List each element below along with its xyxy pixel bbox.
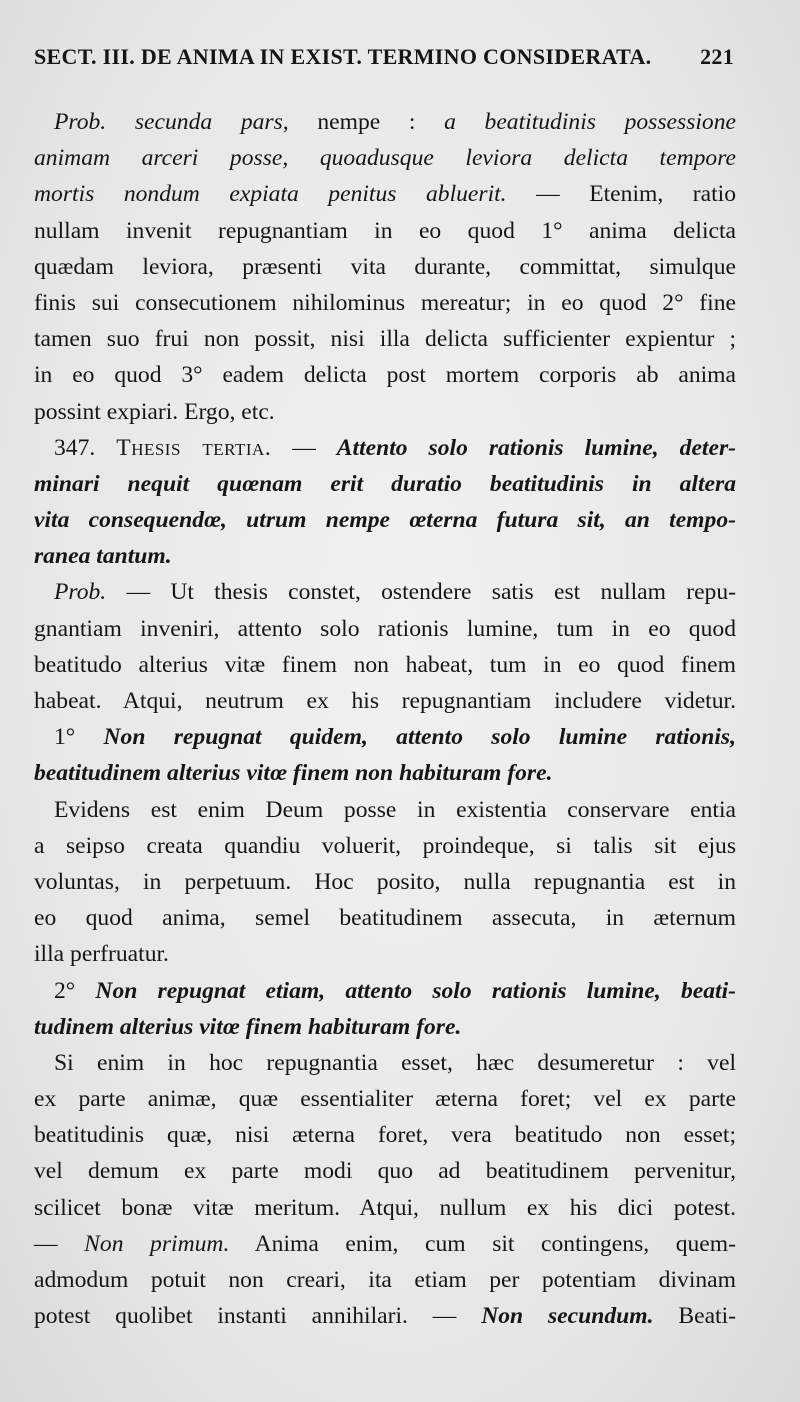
text-segment: Non primum. bbox=[84, 1230, 230, 1257]
text-segment: 1° bbox=[54, 724, 104, 751]
text-segment: Prob. bbox=[54, 579, 107, 606]
text-segment: tudinem alterius vitœ finem habituram fore. bbox=[34, 1013, 462, 1040]
text-line bbox=[34, 828, 736, 864]
text-segment: admodum potuit non creari, ita etiam per potentiam divinam bbox=[34, 1267, 736, 1293]
text-line bbox=[34, 1226, 736, 1262]
text-segment: Non repugnat etiam, attento solo rationis lumine, beati- bbox=[95, 977, 736, 1004]
page-number: 221 bbox=[700, 44, 734, 69]
body-text bbox=[34, 104, 736, 1334]
text-segment: animam arceri posse, quoadusque leviora delicta tempore bbox=[34, 145, 736, 172]
text-segment: mortis nondum expiata penitus abluerit. bbox=[34, 181, 507, 208]
text-line bbox=[34, 1262, 736, 1298]
text-segment: 347. bbox=[54, 434, 117, 461]
text-segment: vel demum ex parte modi quo ad beatitudinem pervenitur, bbox=[34, 1158, 736, 1185]
text-segment: beatitudo alterius vitæ finem non habeat, tum in eo quod finem bbox=[34, 651, 736, 678]
text-line bbox=[34, 1153, 736, 1189]
text-segment: beatitudinis quæ, nisi æterna foret, vera beatitudo non esset; bbox=[34, 1122, 736, 1149]
text-segment: — Etenim, ratio bbox=[506, 181, 736, 208]
text-segment: possint expiari. Ergo, etc. bbox=[34, 398, 275, 425]
text-line bbox=[34, 466, 736, 502]
text-segment: illa perfruatur. bbox=[34, 941, 169, 968]
text-segment: Non repugnat quidem, attento solo lumine rationis, bbox=[103, 724, 736, 751]
text-line bbox=[34, 1298, 736, 1334]
running-header bbox=[34, 44, 734, 70]
text-segment: finis sui consecutionem nihilominus mereatur; in eo quod 2° fine bbox=[34, 289, 736, 316]
text-segment: habeat. Atqui, neutrum ex his repugnantiam includere videtur. bbox=[34, 688, 736, 714]
text-line bbox=[34, 574, 736, 610]
text-line bbox=[34, 321, 736, 357]
text-segment: ex parte animæ, quæ essentialiter æterna foret; vel ex parte bbox=[34, 1086, 736, 1113]
text-segment: voluntas, in perpetuum. Hoc posito, nulla repugnantia est in bbox=[34, 868, 736, 895]
running-title: SECT. III. DE ANIMA IN EXIST. TERMINO CONSIDERATA. bbox=[34, 44, 652, 69]
text-segment: Thesis tertia. bbox=[116, 434, 272, 461]
text-segment: a seipso creata quandiu voluerit, proindeque, si talis sit ejus bbox=[34, 832, 736, 859]
text-line bbox=[34, 1009, 736, 1045]
text-segment: Attento solo rationis lumine, deter- bbox=[336, 434, 736, 461]
text-line bbox=[34, 900, 736, 936]
text-line bbox=[34, 864, 736, 900]
text-segment: ranea tantum. bbox=[34, 543, 172, 570]
text-segment: minari nequit quœnam erit duratio beatitudinis in altera bbox=[34, 470, 736, 497]
text-line bbox=[34, 394, 736, 430]
text-segment: Si enim in hoc repugnantia esset, hæc desumeretur : vel bbox=[54, 1049, 736, 1076]
text-segment: beatitudinem alterius vitœ finem non habituram fore. bbox=[34, 760, 553, 787]
text-segment: eo quod anima, semel beatitudinem assecuta, in æternum bbox=[34, 905, 736, 932]
text-segment: tamen suo frui non possit, nisi illa delicta sufficienter expientur ; bbox=[34, 326, 736, 353]
text-segment: Non secundum. bbox=[481, 1303, 654, 1330]
text-segment: — bbox=[34, 1230, 85, 1257]
text-line bbox=[34, 1081, 736, 1117]
text-line bbox=[34, 176, 736, 212]
text-segment: quædam leviora, præsenti vita durante, committat, simulque bbox=[34, 253, 736, 280]
text-segment: in eo quod 3° eadem delicta post mortem corporis ab anima bbox=[34, 362, 736, 389]
text-segment: — bbox=[271, 434, 337, 461]
text-segment: — Ut thesis constet, ostendere satis est nullam repu- bbox=[106, 579, 736, 606]
text-line bbox=[34, 683, 736, 719]
text-segment: Evidens est enim Deum posse in existentia conservare entia bbox=[54, 796, 736, 823]
text-line bbox=[34, 611, 736, 647]
text-line bbox=[34, 357, 736, 393]
text-line bbox=[34, 249, 736, 285]
text-line bbox=[34, 538, 736, 574]
text-line bbox=[34, 973, 736, 1009]
text-segment: potest quolibet instanti annihilari. — bbox=[34, 1303, 482, 1330]
text-line bbox=[34, 647, 736, 683]
text-segment: a beatitudinis possessione bbox=[444, 109, 736, 135]
text-segment: 2° bbox=[54, 977, 96, 1004]
text-line bbox=[34, 719, 736, 755]
text-line bbox=[34, 104, 736, 140]
text-segment: Beati- bbox=[653, 1303, 737, 1330]
text-line bbox=[34, 502, 736, 538]
text-segment: scilicet bonæ vitæ meritum. Atqui, nullum ex his dici potest. bbox=[34, 1194, 736, 1221]
text-line bbox=[34, 213, 736, 249]
text-segment: nempe : bbox=[317, 109, 445, 135]
text-line bbox=[34, 1117, 736, 1153]
text-line bbox=[34, 792, 736, 828]
text-segment: Prob. secunda pars, bbox=[54, 109, 318, 135]
text-line bbox=[34, 140, 736, 176]
text-line bbox=[34, 936, 736, 972]
text-segment: Anima enim, cum sit contingens, quem- bbox=[229, 1230, 736, 1257]
text-line bbox=[34, 755, 736, 791]
text-line bbox=[34, 1190, 736, 1226]
text-segment: vita consequendœ, utrum nempe œterna futura sit, an tempo- bbox=[34, 507, 736, 534]
text-segment: gnantiam inveniri, attento solo rationis lumine, tum in eo quod bbox=[34, 615, 736, 642]
text-line bbox=[34, 1045, 736, 1081]
text-line bbox=[34, 285, 736, 321]
text-line bbox=[34, 430, 736, 466]
text-segment: nullam invenit repugnantiam in eo quod 1° anima delicta bbox=[34, 217, 736, 244]
